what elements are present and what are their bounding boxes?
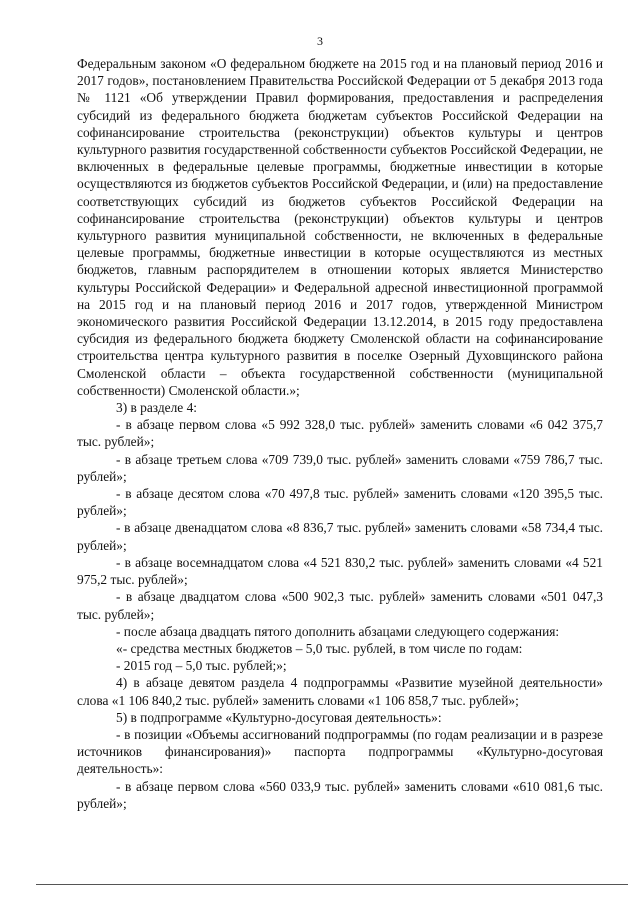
paragraph-amendment: - в позиции «Объемы ассигнований подпрограммы (по годам реализации и в разрезе источников финансирования)» паспорта подпрограммы «Культурно-досуговая деятельность»:	[77, 726, 603, 777]
paragraph-amendment: - в абзаце десятом слова «70 497,8 тыс. рублей» заменить словами «120 395,5 тыс. рублей»;	[77, 486, 603, 519]
paragraph-amendment: - в абзаце третьем слова «709 739,0 тыс. рублей» заменить словами «759 786,7 тыс. рублей»;	[77, 451, 603, 484]
paragraph-item-3: 3) в разделе 4:	[116, 400, 198, 416]
paragraph-amendment: - 2015 год – 5,0 тыс. рублей;»;	[116, 658, 287, 674]
paragraph-item-5: 5) в подпрограмме «Культурно-досуговая деятельность»:	[116, 709, 442, 725]
paragraph-amendment: - в абзаце восемнадцатом слова «4 521 830,2 тыс. рублей» заменить словами «4 521 975,2 тыс. рублей»;	[77, 554, 603, 588]
footer-divider	[36, 884, 628, 885]
paragraph-amendment: - после абзаца двадцать пятого дополнить абзацами следующего содержания:	[116, 623, 560, 639]
paragraph-amendment: - в абзаце первом слова «560 033,9 тыс. рублей» заменить словами «610 081,6 тыс. рублей»;	[77, 778, 603, 811]
paragraph-amendment: «- средства местных бюджетов – 5,0 тыс. рублей, в том числе по годам:	[116, 640, 523, 656]
paragraph-amendment: - в абзаце двадцатом слова «500 902,3 тыс. рублей» заменить словами «501 047,3 тыс. рублей»;	[77, 589, 603, 622]
page-number: 3	[317, 34, 323, 48]
paragraph-amendment: - в абзаце двенадцатом слова «8 836,7 тыс. рублей» заменить словами «58 734,4 тыс. рублей»;	[77, 520, 603, 553]
paragraph-legal-basis: Федеральным законом «О федеральном бюджете на 2015 год и на плановый период 2016 и 2017 годов», постановлением Правительства Российской Федерации от 5 декабря 2013 года № 1121 «Об утверждении Правил формирования, предоставления и распределения субсидий из федерального бюджета бюджетам субъектов Российской Федерации на софинансирование строительства (реконструкции) объектов культуры и центров культурного развития государственной собственности субъектов Российской Федерации, не включенных в федеральные целевые программы, бюджетные инвестиции в которые осуществляются из бюджетов субъектов Российской Федерации, и (или) на предоставление соответствующих субсидий из бюджетов субъектов Российской Федерации на софинансирование строительства (реконструкции) объектов культуры и центров культурного развития муниципальной собственности, не включенных в федеральные целевые программы, бюджетные инвестиции в которые осуществляются из местных бюджетов, главным распорядителем в отношении которых является Министерство культуры Российской Федерации» и Федеральной адресной инвестиционной программой на 2015 год и на плановый период 2016 и 2017 годов, утвержденной Министром экономического развития Российской Федерации 13.12.2014, в 2015 году предоставлена субсидия из федерального бюджета бюджету Смоленской области на софинансирование строительства центра культурного развития в поселке Озерный Духовщинского района Смоленской области – объекта государственной собственности (муниципальной собственности) Смоленской области.»;	[77, 56, 603, 398]
paragraph-item-4: 4) в абзаце девятом раздела 4 подпрограммы «Развитие музейной деятельности» слова «1 106 840,2 тыс. рублей» заменить словами «1 106 858,7 тыс. рублей»;	[77, 675, 603, 708]
document-body	[77, 55, 603, 812]
paragraph-amendment: - в абзаце первом слова «5 992 328,0 тыс. рублей» заменить словами «6 042 375,7 тыс. рублей»;	[77, 417, 603, 450]
